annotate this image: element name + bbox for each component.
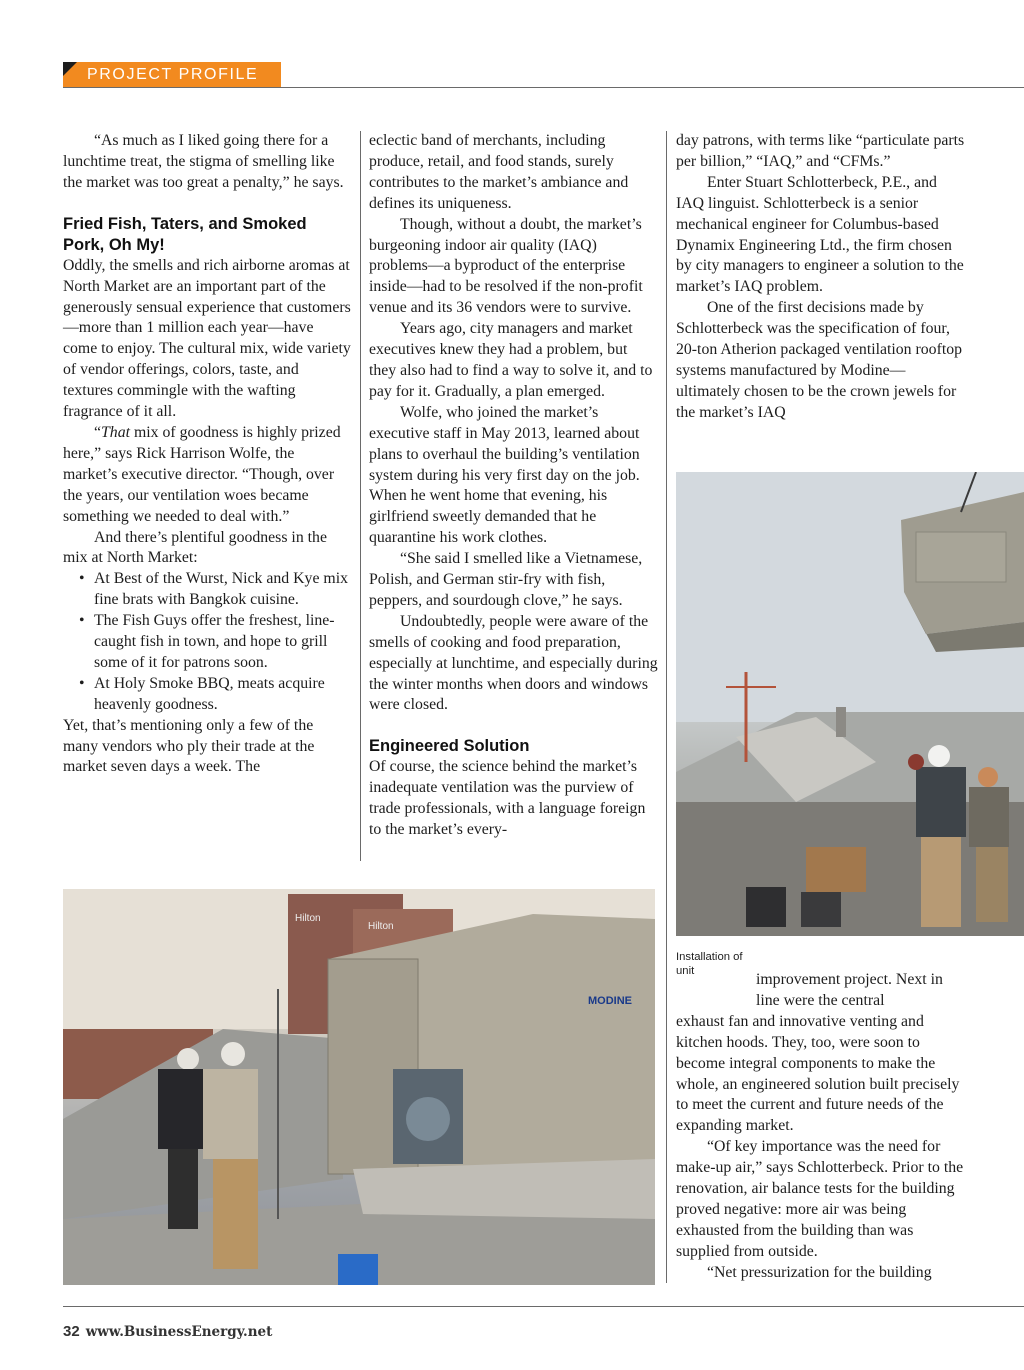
italic-word: That: [101, 423, 130, 441]
paragraph: “She said I smelled like a Vietnamese, Polish, and German stir-fry with fish, peppers, and sourdough clove,” he says.: [369, 550, 643, 609]
hotel-sign: Hilton: [368, 921, 394, 932]
column-rule-1: [360, 131, 361, 861]
page-footer: [63, 1323, 272, 1340]
paragraph: Oddly, the smells and rich airborne aromas at North Market are an important part of the generously sensual experience that customers—more than 1 million each year—have come to enjoy. The cultural mix, wide variety of vendor offerings, colors, taste, and textures commingle with the wafting fragrance of it all.: [63, 256, 351, 421]
column-3: [676, 131, 966, 424]
paragraph: “As much as I liked going there for a lunchtime treat, the stigma of smelling like the market was too great a penalty,” he says.: [63, 132, 344, 191]
photo-caption: Installation of unit: [676, 951, 743, 977]
paragraph: One of the first decisions made by Schlotterbeck was the specification of four, 20-ton Atherion packaged ventilation rooftop systems manufactured by Modine—ultimately chosen to be the crown jewels for the market’s IAQ: [676, 299, 963, 421]
quote-mark: “: [94, 423, 102, 441]
paragraph: Of course, the science behind the market’s inadequate ventilation was the purview of trade professionals, with a language foreign to the market’s every-: [369, 758, 646, 839]
list-item: • At Best of the Wurst, Nick and Kye mix fine brats with Bangkok cuisine.: [94, 569, 351, 611]
installation-photo: [676, 472, 1024, 936]
paragraph-text: mix of goodness is highly prized here,” says Rick Harrison Wolfe, the market’s executive director. “Though, over the years, our ventilation woes became something we needed to deal with.”: [63, 423, 341, 525]
section-tab: [63, 62, 281, 87]
list-item: • At Holy Smoke BBQ, meats acquire heavenly goodness.: [94, 674, 351, 716]
paragraph: And there’s plentiful goodness in the mix at North Market:: [63, 528, 327, 567]
paragraph: Enter Stuart Schlotterbeck, P.E., and IAQ linguist. Schlotterbeck is a senior mechanical engineer for Columbus-based Dynamix Engineering Ltd., the firm chosen by city managers to engineer a solution to the market’s IAQ problem.: [676, 173, 964, 296]
paragraph: day patrons, with terms like “particulate parts per billion,” “IAQ,” and “CFMs.”: [676, 132, 965, 170]
paragraph: Though, without a doubt, the market’s burgeoning indoor air quality (IAQ) problems—a byproduct of the enterprise inside—had to be resolved if the non-profit venue and its 36 vendors were to survive.: [369, 215, 643, 317]
paragraph: Undoubtedly, people were aware of the smells of cooking and food preparation, especially at lunchtime, and especially during the winter months when doors and windows were closed.: [369, 612, 658, 714]
paragraph: [63, 423, 351, 528]
paragraph: Years ago, city managers and market executives knew they had a problem, but they also had to find a way to solve it, and to pay for it. Gradually, a plan emerged.: [369, 320, 653, 400]
subheading: Engineered Solution: [369, 737, 530, 756]
column-3-continued: [676, 970, 966, 1284]
column-rule-2: [666, 131, 667, 1283]
footer-url[interactable]: www.BusinessEnergy.net: [85, 1324, 273, 1340]
column-2: [369, 131, 658, 841]
vendor-list: [63, 569, 351, 715]
modine-logo: MODINE: [588, 995, 632, 1007]
paragraph: Wolfe, who joined the market’s executive staff in May 2013, learned about plans to overhaul the building’s ventilation system during his very first day on the job. When he went home that evening, his girlfriend sweetly demanded that he quarantine his work clothes.: [369, 403, 640, 547]
paragraph: exhaust fan and innovative venting and kitchen hoods. They, too, were soon to become integral components to make the whole, an engineered solution built precisely to meet the current and future needs of the expanding market.: [676, 1012, 960, 1135]
hotel-sign: Hilton: [295, 913, 321, 924]
rooftop-unit-photo: [63, 889, 655, 1285]
footer-rule: [63, 1306, 1024, 1307]
paragraph: improvement project. Next in line were the central: [756, 971, 943, 1009]
header-rule: [63, 87, 1024, 88]
list-item: • The Fish Guys offer the freshest, line-caught fish in town, and hope to grill some of it for patrons soon.: [94, 611, 351, 674]
page-number: 32: [63, 1323, 80, 1340]
paragraph: eclectic band of merchants, including produce, retail, and food stands, surely contributes to the market’s ambiance and defines its uniqueness.: [369, 132, 629, 212]
subheading: Fried Fish, Taters, and Smoked Pork, Oh My!: [63, 214, 307, 254]
paragraph: “Of key importance was the need for make-up air,” says Schlotterbeck. Prior to the renovation, air balance tests for the building proved negative: more air was being exhausted from the building than was supplied from outside.: [676, 1138, 964, 1260]
column-1: [63, 131, 351, 778]
paragraph: “Net pressurization for the building: [707, 1263, 932, 1281]
section-tab-corner: [63, 62, 77, 76]
paragraph: Yet, that’s mentioning only a few of the many vendors who ply their trade at the market seven days a week. The: [63, 716, 315, 776]
section-label: PROJECT PROFILE: [87, 66, 259, 83]
